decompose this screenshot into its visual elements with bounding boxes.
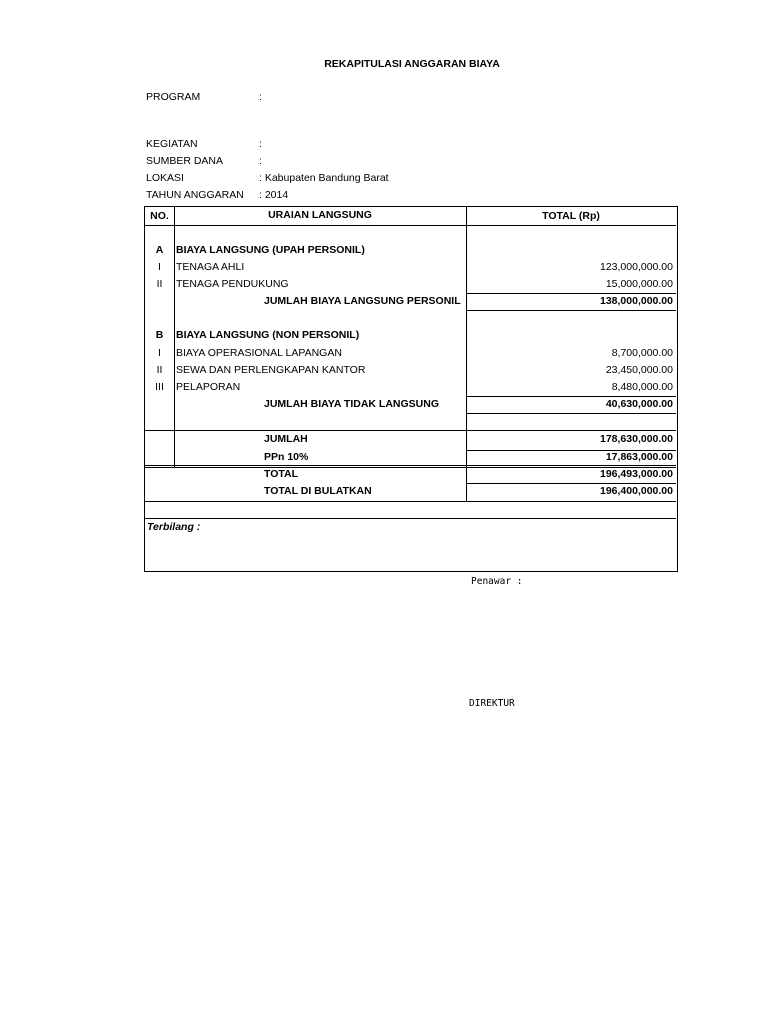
col-divider-total xyxy=(466,207,467,501)
penawar-label: Penawar : xyxy=(471,576,523,587)
total-bulat-label: TOTAL DI BULATKAN xyxy=(264,485,372,497)
item-b1-value: 8,700,000.00 xyxy=(611,347,673,359)
kegiatan-label: KEGIATAN xyxy=(146,138,198,150)
item-b2-no: II xyxy=(156,364,163,376)
page-title: REKAPITULASI ANGGARAN BIAYA xyxy=(324,58,500,70)
header-divider xyxy=(145,225,676,226)
header-total: TOTAL (Rp) xyxy=(542,210,600,222)
ppn-value: 17,863,000.00 xyxy=(605,451,673,463)
program-label: PROGRAM xyxy=(146,91,201,103)
total-top-1 xyxy=(145,465,676,466)
total-top-2 xyxy=(145,467,676,468)
item-b2-value: 23,450,000.00 xyxy=(605,364,673,376)
item-b1-label: BIAYA OPERASIONAL LAPANGAN xyxy=(176,347,342,359)
jumlah-value: 178,630,000.00 xyxy=(600,433,673,445)
header-uraian: URAIAN LANGSUNG xyxy=(268,209,372,221)
subtotal-b-bottom xyxy=(466,413,676,414)
direktur-label: DIREKTUR xyxy=(469,698,515,709)
item-b1-no: I xyxy=(158,347,161,359)
total-bulat-value: 196,400,000.00 xyxy=(600,485,673,497)
jumlah-label: JUMLAH xyxy=(264,433,308,445)
total-label: TOTAL xyxy=(264,468,299,480)
jumlah-top xyxy=(145,430,676,431)
program-value: : xyxy=(259,91,262,103)
item-a2-label: TENAGA PENDUKUNG xyxy=(176,278,289,290)
section-a-title: BIAYA LANGSUNG (UPAH PERSONIL) xyxy=(176,244,365,256)
section-b-no: B xyxy=(155,329,164,341)
item-a2-value: 15,000,000.00 xyxy=(605,278,673,290)
subtotal-a-value: 138,000,000.00 xyxy=(600,295,673,307)
item-a2-no: II xyxy=(156,278,163,290)
item-a1-no: I xyxy=(158,261,161,273)
col-divider-no xyxy=(174,207,175,468)
sumber-dana-label: SUMBER DANA xyxy=(146,155,224,167)
item-b3-value: 8,480,000.00 xyxy=(611,381,673,393)
tahun-value: : 2014 xyxy=(259,189,289,201)
subtotal-b-value: 40,630,000.00 xyxy=(605,398,673,410)
sumber-dana-value: : xyxy=(259,155,262,167)
subtotal-b-label: JUMLAH BIAYA TIDAK LANGSUNG xyxy=(264,398,440,410)
terbilang-top xyxy=(145,518,676,519)
budget-table xyxy=(144,206,678,572)
tahun-label: TAHUN ANGGARAN xyxy=(146,189,244,201)
subtotal-a-bottom xyxy=(466,310,676,311)
section-b-title: BIAYA LANGSUNG (NON PERSONIL) xyxy=(176,329,360,341)
lokasi-label: LOKASI xyxy=(146,172,184,184)
bulat-bottom xyxy=(145,501,676,502)
kegiatan-value: : xyxy=(259,138,262,150)
header-no: NO. xyxy=(150,210,169,222)
item-b3-label: PELAPORAN xyxy=(176,381,241,393)
subtotal-a-label: JUMLAH BIAYA LANGSUNG PERSONIL xyxy=(264,295,461,307)
total-value: 196,493,000.00 xyxy=(600,468,673,480)
item-b3-no: III xyxy=(155,381,164,393)
item-a1-label: TENAGA AHLI xyxy=(176,261,245,273)
item-a1-value: 123,000,000.00 xyxy=(600,261,673,273)
ppn-label: PPn 10% xyxy=(264,451,309,463)
lokasi-value: : Kabupaten Bandung Barat xyxy=(259,172,389,184)
item-b2-label: SEWA DAN PERLENGKAPAN KANTOR xyxy=(176,364,366,376)
section-a-no: A xyxy=(155,244,164,256)
terbilang-label: Terbilang : xyxy=(147,521,201,533)
